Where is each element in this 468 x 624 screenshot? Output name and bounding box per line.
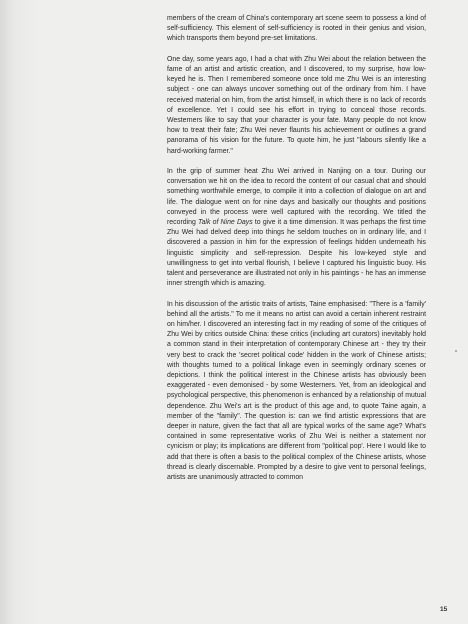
paragraph-2: One day, some years ago, I had a chat with Zhu Wei about the relation between the fame of an artist and artistic creation, and I discovered, to my surprise, how low-keyed he is. Then I remembered someone once told me Zhu Wei is an interesting subject - one can always uncover something out of the ordinary from him. I have received material on him, from the artist himself, in which there is no lack of records of excellence. Yet I could see his effort in trying to conceal those records. Westerners like to say that your character is your fate. Many people do not know how to treat their fate; Zhu Wei never flaunts his achievement or outlines a grand panorama of his vision for the future. To quote him, he just "labours silently like a hard-working farmer." [167, 55, 426, 155]
paragraph-3-text-before: In the grip of summer heat Zhu Wei arrived in Nanjing on a tour. During our conversation we hit on the idea to record the content of our casual chat and should something worthwhile emerge, to compile it into a collection of dialogue on art and life. The dialogue went on for nine days and basically our thoughts and positions conveyed in the process were well captured with the recording. We titled the recording [167, 168, 426, 227]
page-number: 15 [440, 606, 448, 613]
book-title-talk-of-nine-days: Talk of Nine Days [198, 219, 253, 227]
paragraph-1: members of the cream of China's contemporary art scene seem to possess a kind of self-sufficiency. This element of self-sufficiency is rooted in their genius and vision, which transports them beyond pre-set limitations. [167, 15, 426, 43]
print-speck [455, 350, 457, 352]
text-column [167, 14, 426, 483]
paragraph-3-text-after: to give it a time dimension. It was perhaps the first time Zhu Wei had delved deep into things he seldom touches on in ordinary life, and I discovered a passion in him for the expression of feelings hidden underneath his linguistic simplicity and self-repression. Despite his low-keyed style and unwillingness to get into verbal flourish, I believe I captured his linguistic buoy. His talent and perseverance are illustrated not only in his paintings - he has an immense inner strength which is amazing. [167, 219, 426, 288]
paragraph-3 [167, 167, 426, 289]
paragraph-4: In his discussion of the artistic traits of artists, Taine emphasised: "There is a 'family' behind all the artists." To me it means no artist can avoid a certain inherent restraint on him/her. I discovered an interesting fact in my reading of some of the critiques of Zhu Wei by critics outside China: these critics (including art curators) inevitably hold a common stand in their interpretation of contemporary Chinese art - they try their very best to crack the 'secret political code' hidden in the work of Chinese artists; with thoughts turned to a political linkage even in seemingly ordinary scenes or depictions. I think the political interest in the Chinese artists has obviously been exaggerated - even demonised - by some Westerners. Yet, from an ideological and psychological perspective, this phenomenon is enhanced by a relationship of mutual dependence. Zhu Wei's art is the product of this age and, to quote Taine again, a member of the "family". The question is: can we find artistic expressions that are deeper in nature, given the fact that all are typical works of the same age? What's contained in some representative works of Zhu Wei is neither a statement nor cynicism or play; its implications are different from "political pop'. Here I would like to add that there is often a basis to the political complex of the Chinese artists, whose thread is clearly discernable. Prompted by a desire to give vent to personal feelings, artists are unanimously attracted to common [167, 300, 426, 482]
